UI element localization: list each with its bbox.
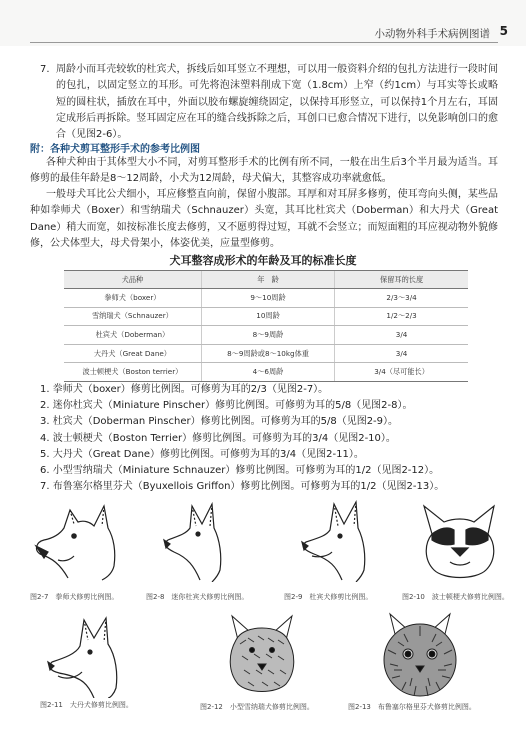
cell-length: 3/4（尽可能长） [335,363,468,382]
breed-table [64,270,468,382]
section-heading: 附：各种犬剪耳整形手术的参考比例图 [30,144,200,155]
header-rule [30,42,498,43]
figure-caption-2-13: 图2-13 布鲁塞尔格里芬犬修剪比例图。 [348,703,476,711]
list-item: 4. 波士顿梗犬（Boston Terrier）修剪比例图。可修剪为耳的3/4（见图2-10）。 [40,432,396,444]
cell-breed: 杜宾犬（Doberman） [64,326,201,345]
list-item-7 [30,62,498,143]
cell-age: 4～6周龄 [201,363,334,382]
column-header-length: 保留耳的长度 [335,271,468,289]
figure-caption-2-10: 图2-10 波士顿梗犬修剪比例图。 [402,593,509,601]
list-item: 3. 杜宾犬（Doberman Pinscher）修剪比例图。可修剪为耳的5/8（见图2-9）。 [40,416,399,428]
figure-caption-2-11: 图2-11 大丹犬修剪比例图。 [40,701,133,709]
page-number: 5 [499,24,508,38]
figure-caption-2-12: 图2-12 小型雪纳瑞犬修剪比例图。 [200,703,314,711]
cell-length: 1/2～2/3 [335,307,468,326]
list-item: 5. 大丹犬（Great Dane）修剪比例图。可修剪为耳的3/4（见图2-11）。 [40,448,364,460]
cell-length: 3/4 [335,326,468,345]
figure-boston-terrier-drawing [410,500,510,582]
table-title: 犬耳整容成形术的年龄及耳的标准长度 [169,254,357,267]
list-item: 2. 迷你杜宾犬（Miniature Pinscher）修剪比例图。可修剪为耳的5/8（见图2-8）。 [40,400,413,412]
column-header-age: 年 龄 [201,271,334,289]
cell-breed: 拳师犬（boxer） [64,289,201,308]
column-header-breed: 犬品种 [64,271,201,289]
figure-caption-2-7: 图2-7 拳师犬修剪比例图。 [30,593,119,601]
cell-age: 8～9周龄或8～10kg体重 [201,344,334,363]
figure-caption-2-8: 图2-8 迷你杜宾犬修剪比例图。 [146,593,249,601]
running-title: 小动物外科手术病例图谱 [374,28,490,40]
table-row [64,344,468,363]
list-item: 6. 小型雪纳瑞犬（Miniature Schnauzer）修剪比例图。可修剪为耳的1/2（见图2-12）。 [40,465,440,477]
cell-length: 3/4 [335,344,468,363]
figure-miniature-pinscher-drawing [150,500,250,582]
cell-breed: 雪纳瑞犬（Schnauzer） [64,307,201,326]
table-row [64,307,468,326]
cell-breed: 波士顿梗犬（Boston terrier） [64,363,201,382]
cell-breed: 大丹犬（Great Dane） [64,344,201,363]
table-row [64,289,468,308]
cell-age: 9～10周龄 [201,289,334,308]
figure-doberman-drawing [290,500,390,582]
list-item-text: 周龄小而耳壳较软的杜宾犬，拆线后如耳竖立不理想，可以用一般资料介绍的包扎方法进行一段时间的包扎，以固定竖立的耳形。可先将泡沫塑料削成下宽（1.8cm）上窄（约1cm）与耳实等长或略短的圆柱状，插放在耳中，外面以胶布螺旋缠绕固定，以保持耳形竖立，可以保持1个月左右，耳固定成形后再拆除。竖耳固定应在耳的缝合线拆除之后，耳创口已愈合情况下进行，以免影响创口的愈合（见图2-6）。 [56,64,498,141]
figure-caption-2-9: 图2-9 杜宾犬修剪比例图。 [284,593,373,601]
figure-great-dane-drawing [40,614,140,698]
figure-schnauzer-drawing [218,610,306,698]
list-item: 7. 布鲁塞尔格里芬犬（Byuxellois Griffon）修剪比例图。可修剪为耳的1/2（见图2-13）。 [40,481,445,493]
paragraph-1: 各种犬种由于其体型大小不同，对剪耳整形手术的比例有所不同，一般在出生后3个半月最为适当。耳修剪的最佳年龄是8～12周龄，小犬为12周龄，母犬偏大，其整容成功率就愈低。 [30,157,498,185]
table-header-row [64,271,468,289]
cell-age: 10周龄 [201,307,334,326]
paragraph-2: 一般母犬耳比公犬细小，耳应修整直向前，保留小腹部。耳厚和对耳屏多修剪，使耳弯向头侧，某些品种如拳师犬（Boxer）和雪纳瑞犬（Schnauzer）头宽，其耳比杜宾犬（Doberman）和大丹犬（Great Dane）稍大而宽，如按标准长度去修剪，又不愿剪得过短，耳就不会竖立；而短面粗的耳应视动物外貌修修，公犬体型大，母犬骨架小，体姿优美，应量型修剪。 [30,189,498,249]
list-item: 1. 拳师犬（boxer）修剪比例图。可修剪为耳的2/3（见图2-7）。 [40,384,329,395]
cell-length: 2/3～3/4 [335,289,468,308]
table-row [64,363,468,382]
cell-age: 8～9周龄 [201,326,334,345]
table-row [64,326,468,345]
figure-boxer-drawing [30,500,130,582]
list-item-number: 7. [40,64,50,75]
ratio-list [40,382,500,495]
figure-griffon-drawing [374,610,466,700]
